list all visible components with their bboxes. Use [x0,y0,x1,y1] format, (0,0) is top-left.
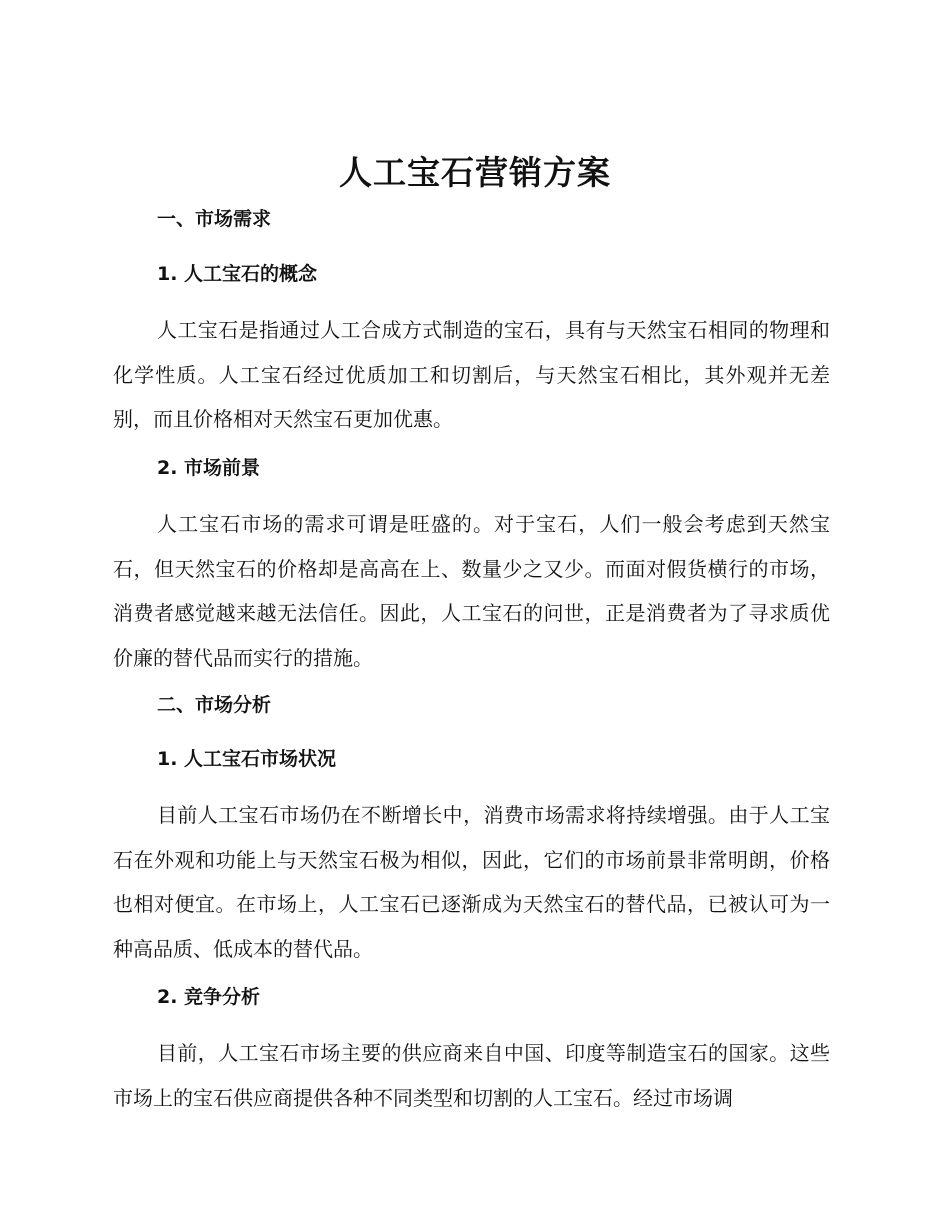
section-heading-market-demand: 一、市场需求 [157,208,272,230]
paragraph-competition: 目前，人工宝石市场主要的供应商来自中国、印度等制造宝石的国家。这些市场上的宝石供应商提供各种不同类型和切割的人工宝石。经过市场调 [113,1041,830,1110]
section-heading-market-analysis: 二、市场分析 [157,694,272,716]
document-title: 人工宝石营销方案 [339,153,611,192]
paragraph-market-status: 目前人工宝石市场仍在不断增长中，消费市场需求将持续增强。由于人工宝石在外观和功能上与天然宝石极为相似，因此，它们的市场前景非常明朗，价格也相对便宜。在市场上，人工宝石已逐渐成为天然宝石的替代品，已被认可为一种高品质、低成本的替代品。 [113,803,830,962]
subsection-heading-concept: 1. 人工宝石的概念 [157,263,318,285]
paragraph-concept: 人工宝石是指通过人工合成方式制造的宝石，具有与天然宝石相同的物理和化学性质。人工宝石经过优质加工和切割后，与天然宝石相比，其外观并无差别，而且价格相对天然宝石更加优惠。 [113,318,830,432]
subsection-heading-market-outlook: 2. 市场前景 [157,457,261,479]
subsection-heading-market-status: 1. 人工宝石市场状况 [157,748,337,770]
paragraph-market-outlook: 人工宝石市场的需求可谓是旺盛的。对于宝石，人们一般会考虑到天然宝石，但天然宝石的价格却是高高在上、数量少之又少。而面对假货横行的市场，消费者感觉越来越无法信任。因此，人工宝石的问世，正是消费者为了寻求质优价廉的替代品而实行的措施。 [113,512,830,671]
subsection-heading-competition: 2. 竞争分析 [157,986,261,1008]
